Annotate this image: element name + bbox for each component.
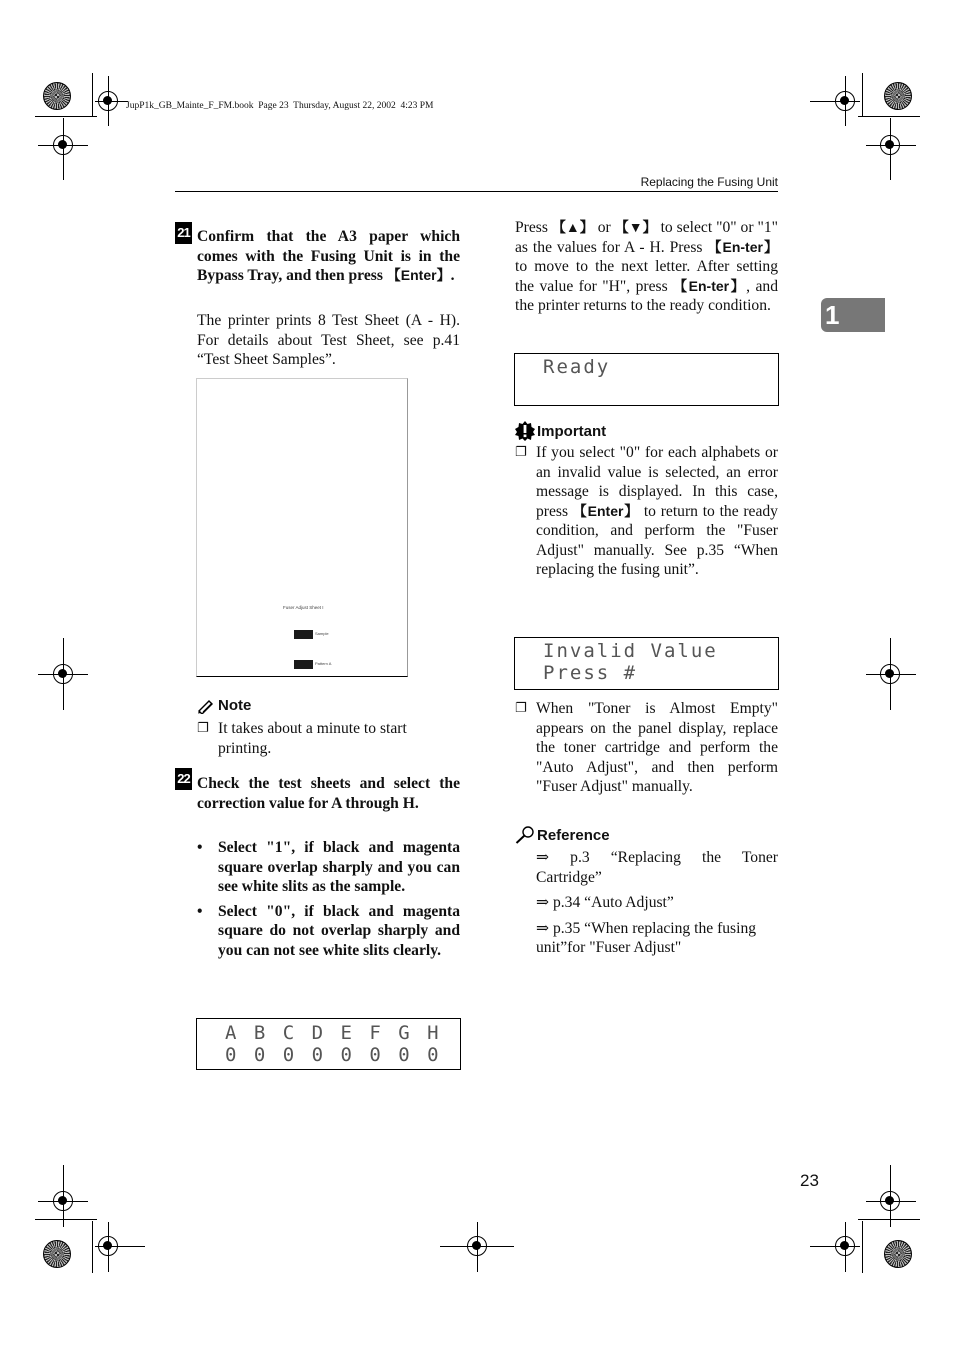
- step-number: 22: [175, 768, 192, 790]
- important-item-text: [536, 443, 778, 580]
- registration-mark-icon: [880, 135, 900, 155]
- lcd-line: A B C D E F G H: [225, 1022, 442, 1044]
- para-text: to move to the next letter. After setting the value for "H", press: [515, 258, 778, 295]
- step-number: 21: [175, 222, 192, 244]
- checkbox-icon: ❐: [515, 445, 527, 460]
- lcd-line: 0 0 0 0 0 0 0 0: [225, 1044, 442, 1066]
- note-section: [197, 697, 460, 758]
- para-text: Press: [515, 219, 552, 236]
- checkbox-icon: ❐: [197, 721, 209, 736]
- registration-mark-icon: [835, 91, 855, 111]
- pattern-swatch: [294, 660, 313, 669]
- reference-item: ⇒ p.35 “When replacing the fusing unit”for "Fuser Adjust": [536, 919, 757, 956]
- reference-item: ⇒ p.34 “Auto Adjust”: [536, 894, 674, 911]
- registration-mark-icon: [98, 1236, 118, 1256]
- important-heading: Important: [537, 422, 607, 440]
- reference-heading: Reference: [537, 826, 610, 844]
- chapter-number: 1: [825, 300, 840, 330]
- lcd-line: Invalid Value: [543, 640, 718, 662]
- para-text: or: [593, 219, 615, 236]
- checkbox-icon: ❐: [515, 701, 527, 716]
- color-wheel-icon: [43, 1240, 71, 1268]
- bullet-item: • Select "0", if black and magenta square do not overlap sharply and you can not see white slits clearly.: [197, 902, 460, 959]
- registration-mark-icon: [880, 664, 900, 684]
- note-item-text: It takes about a minute to start printing.: [218, 720, 407, 757]
- registration-mark-icon: [467, 1236, 487, 1256]
- pencil-icon: [197, 698, 215, 714]
- step21-heading: [197, 227, 460, 286]
- up-key-label: 【▲】: [551, 219, 594, 235]
- para-text: , and the printer returns to the ready condition.: [515, 277, 779, 314]
- color-wheel-icon: [884, 82, 912, 110]
- lcd-line: Press #: [543, 662, 638, 684]
- important-item: [515, 443, 778, 580]
- registration-mark-icon: [53, 1191, 73, 1211]
- reference-section: [515, 826, 778, 958]
- press-paragraph: [515, 218, 778, 316]
- lcd-ready-display: [514, 353, 779, 406]
- sheet-title: Fuser Adjust Sheet I: [283, 605, 324, 610]
- sample-label: Sample: [315, 631, 329, 636]
- enter-key-label: 【En-ter】: [707, 238, 778, 255]
- chapter-tab: [821, 298, 885, 332]
- pattern-label: Pattern A: [315, 661, 332, 666]
- color-wheel-icon: [43, 82, 71, 110]
- registration-mark-icon: [880, 1191, 900, 1211]
- step21-heading-text: Confirm that the A3 paper which comes with the Fusing Unit is in the Bypass Tray, and then press: [197, 228, 460, 284]
- important-icon: [515, 421, 535, 441]
- page-number: 23: [800, 1171, 819, 1190]
- toner-item-text: When "Toner is Almost Empty" appears on the panel display, replace the toner cartridge and perform the "Auto Adjust", and then perform "Fuser Adjust" manually.: [536, 700, 778, 795]
- bullet-text: Select "1", if black and magenta square overlap sharply and you can see white slits as the sample.: [218, 839, 460, 895]
- header-rule: [175, 191, 778, 192]
- down-key-label: 【▼】: [614, 219, 657, 235]
- note-item: [197, 719, 460, 758]
- important-section: [515, 421, 778, 580]
- item-text: If you select "0" for each alphabets or an invalid value is selected, an error message is displayed. In this case, press: [536, 444, 778, 520]
- para-text: to select "0" or "1" as the values for A - H. Press: [515, 219, 778, 256]
- running-head: Replacing the Fusing Unit: [640, 175, 778, 189]
- registration-mark-icon: [835, 1236, 855, 1256]
- file-header: JupP1k_GB_Mainte_F_FM.book Page 23 Thursday, August 22, 2002 4:23 PM: [126, 101, 434, 111]
- enter-key-label: 【Enter】: [572, 502, 640, 519]
- color-wheel-icon: [884, 1240, 912, 1268]
- test-sheet-image: [196, 378, 408, 677]
- step21-heading-end: .: [450, 267, 455, 284]
- lcd-invalid-display: [514, 637, 779, 690]
- enter-key-label: 【Enter】: [386, 267, 451, 283]
- toner-item: [515, 699, 778, 797]
- bullet-item: • Select "1", if black and magenta square overlap sharply and you can see white slits as the sample.: [197, 839, 460, 895]
- step21-body: The printer prints 8 Test Sheet (A - H). For details about Test Sheet, see p.41 “Test Sheet Samples”.: [197, 312, 460, 368]
- lcd-line: Ready: [543, 356, 611, 378]
- registration-mark-icon: [53, 135, 73, 155]
- registration-mark-icon: [53, 664, 73, 684]
- magnifier-icon: [515, 826, 535, 844]
- bullet-text: Select "0", if black and magenta square do not overlap sharply and you can not see white slits clearly.: [218, 902, 460, 959]
- enter-key-label: 【En-ter】: [673, 277, 747, 294]
- note-heading: Note: [218, 697, 252, 714]
- item-text: to return to the ready condition, and perform the "Fuser Adjust" manually. See p.35 “When replacing the fusing unit”.: [536, 502, 778, 578]
- sample-swatch: [294, 630, 313, 639]
- registration-mark-icon: [98, 91, 118, 111]
- reference-item: ⇒ p.3 “Replacing the Toner Cartridge”: [536, 849, 778, 886]
- lcd-values-display: [196, 1018, 461, 1070]
- step22-bullets: [197, 838, 460, 960]
- step22-heading: Check the test sheets and select the correction value for A through H.: [197, 775, 460, 812]
